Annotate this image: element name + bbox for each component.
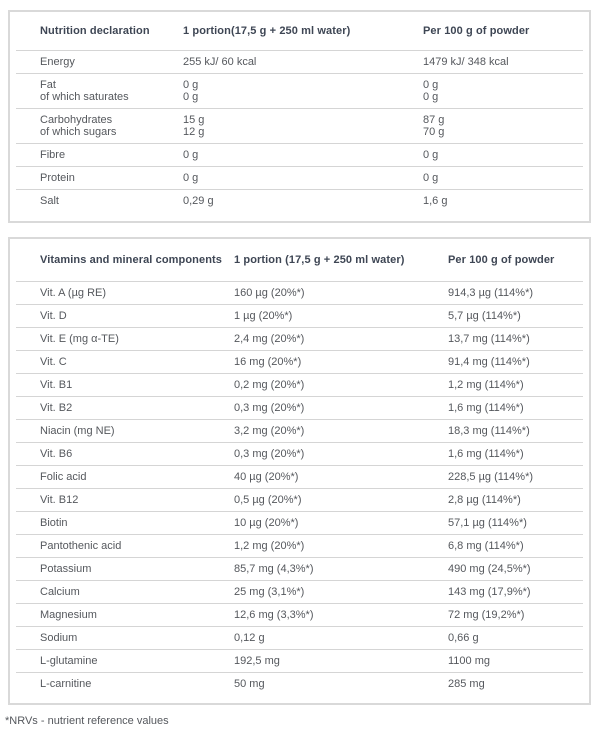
- table-row: [16, 511, 583, 534]
- row-label-line: Biotin: [40, 517, 68, 529]
- portion-value: [234, 494, 448, 506]
- row-label-line: of which saturates: [40, 91, 129, 103]
- per-100g-value: [423, 114, 583, 138]
- portion-value: [234, 609, 448, 621]
- per-100g-value-line: 285 mg: [448, 678, 485, 690]
- portion-value-line: 1,2 mg (20%*): [234, 540, 305, 552]
- table-row: [16, 419, 583, 442]
- table-header-row: [16, 12, 583, 50]
- row-label-line: Protein: [40, 172, 75, 184]
- per-100g-value: [448, 471, 583, 483]
- per-100g-value: [448, 425, 583, 437]
- row-label: [16, 310, 234, 322]
- row-label-line: of which sugars: [40, 126, 117, 138]
- row-label-line: Vit. B6: [40, 448, 73, 460]
- portion-value-line: 2,4 mg (20%*): [234, 333, 305, 345]
- per-100g-value-line: 490 mg (24,5%*): [448, 563, 531, 575]
- per-100g-value-line: 6,8 mg (114%*): [448, 540, 524, 552]
- portion-value-line: 0 g: [183, 172, 199, 184]
- row-label: [16, 678, 234, 690]
- portion-value-line: 85,7 mg (4,3%*): [234, 563, 314, 575]
- portion-value: [234, 586, 448, 598]
- per-100g-value-line: 87 g: [423, 114, 445, 126]
- portion-value: [234, 448, 448, 460]
- portion-value-line: 10 µg (20%*): [234, 517, 299, 529]
- per-100g-value: [423, 172, 583, 184]
- table-row: [16, 304, 583, 327]
- table-row: [16, 50, 583, 73]
- table-row: [16, 465, 583, 488]
- row-label: [16, 448, 234, 460]
- portion-value: [183, 79, 423, 103]
- row-label: [16, 563, 234, 575]
- row-label-line: Pantothenic acid: [40, 540, 122, 552]
- portion-value: [234, 655, 448, 667]
- portion-value: [183, 114, 423, 138]
- portion-value: [234, 517, 448, 529]
- table-row: [16, 488, 583, 511]
- table-row: [16, 189, 583, 212]
- column-header-per-100g: Per 100 g of powder: [448, 254, 555, 266]
- row-label-line: Vit. A (µg RE): [40, 287, 107, 299]
- row-label: [16, 333, 234, 345]
- portion-value: [234, 287, 448, 299]
- table-row: [16, 143, 583, 166]
- per-100g-value-line: 91,4 mg (114%*): [448, 356, 530, 368]
- row-label: [16, 632, 234, 644]
- per-100g-value-line: 1,6 mg (114%*): [448, 448, 524, 460]
- portion-value-line: 15 g: [183, 114, 205, 126]
- per-100g-value: [448, 563, 583, 575]
- row-label: [16, 425, 234, 437]
- column-header-nutrition-declaration: Nutrition declaration: [40, 25, 150, 37]
- nrv-footnote: *NRVs - nutrient reference values: [5, 715, 169, 727]
- row-label-line: Energy: [40, 56, 75, 68]
- per-100g-value: [423, 56, 583, 68]
- portion-value: [183, 195, 423, 207]
- portion-value-line: 50 mg: [234, 678, 265, 690]
- per-100g-value: [448, 586, 583, 598]
- per-100g-value-line: 1,6 g: [423, 195, 448, 207]
- portion-value-line: 3,2 mg (20%*): [234, 425, 305, 437]
- portion-value-line: 0,12 g: [234, 632, 265, 644]
- row-label: [16, 195, 183, 207]
- per-100g-value: [423, 149, 583, 161]
- portion-value: [234, 563, 448, 575]
- row-label-line: Fat: [40, 79, 56, 91]
- portion-value-line: 0 g: [183, 91, 199, 103]
- portion-value: [234, 471, 448, 483]
- table-row: [16, 534, 583, 557]
- per-100g-value: [448, 333, 583, 345]
- row-label: [16, 114, 183, 138]
- portion-value: [234, 333, 448, 345]
- nutrition-table-body: [16, 50, 583, 212]
- per-100g-value-line: 1,6 mg (114%*): [448, 402, 524, 414]
- row-label-line: Magnesium: [40, 609, 97, 621]
- portion-value-line: 40 µg (20%*): [234, 471, 299, 483]
- portion-value-line: 0 g: [183, 79, 199, 91]
- nutrition-declaration-table: [8, 10, 591, 223]
- row-label-line: Vit. B12: [40, 494, 79, 506]
- portion-value-line: 12 g: [183, 126, 205, 138]
- row-label-line: Vit. B2: [40, 402, 73, 414]
- per-100g-value: [448, 310, 583, 322]
- per-100g-value-line: 70 g: [423, 126, 445, 138]
- portion-value-line: 1 µg (20%*): [234, 310, 293, 322]
- portion-value: [234, 678, 448, 690]
- portion-value-line: 16 mg (20%*): [234, 356, 302, 368]
- per-100g-value-line: 13,7 mg (114%*): [448, 333, 530, 345]
- per-100g-value: [448, 517, 583, 529]
- row-label-line: Vit. E (mg α-TE): [40, 333, 119, 345]
- table-row: [16, 442, 583, 465]
- row-label-line: Vit. B1: [40, 379, 73, 391]
- portion-value: [234, 402, 448, 414]
- per-100g-value: [448, 402, 583, 414]
- portion-value-line: 25 mg (3,1%*): [234, 586, 305, 598]
- row-label-line: Vit. C: [40, 356, 67, 368]
- per-100g-value-line: 1100 mg: [448, 655, 490, 667]
- table-row: [16, 626, 583, 649]
- per-100g-value-line: 5,7 µg (114%*): [448, 310, 521, 322]
- row-label: [16, 356, 234, 368]
- portion-value: [234, 632, 448, 644]
- row-label: [16, 655, 234, 667]
- row-label: [16, 172, 183, 184]
- row-label: [16, 402, 234, 414]
- portion-value-line: 0,2 mg (20%*): [234, 379, 305, 391]
- table-row: [16, 327, 583, 350]
- portion-value-line: 0,3 mg (20%*): [234, 402, 305, 414]
- row-label-line: Fibre: [40, 149, 66, 161]
- row-label: [16, 471, 234, 483]
- table-row: [16, 73, 583, 108]
- row-label-line: Folic acid: [40, 471, 87, 483]
- row-label: [16, 379, 234, 391]
- per-100g-value-line: 228,5 µg (114%*): [448, 471, 534, 483]
- portion-value: [234, 310, 448, 322]
- per-100g-value-line: 2,8 µg (114%*): [448, 494, 521, 506]
- per-100g-value-line: 1479 kJ/ 348 kcal: [423, 56, 509, 68]
- row-label: [16, 494, 234, 506]
- column-header-vitamins-minerals: Vitamins and mineral components: [40, 254, 222, 266]
- per-100g-value: [448, 609, 583, 621]
- table-row: [16, 281, 583, 304]
- per-100g-value: [448, 678, 583, 690]
- row-label-line: Sodium: [40, 632, 78, 644]
- row-label-line: L-glutamine: [40, 655, 98, 667]
- per-100g-value: [423, 79, 583, 103]
- column-header-portion: 1 portion(17,5 g + 250 ml water): [183, 25, 351, 37]
- per-100g-value-line: 143 mg (17,9%*): [448, 586, 531, 598]
- per-100g-value-line: 72 mg (19,2%*): [448, 609, 525, 621]
- portion-value: [183, 172, 423, 184]
- per-100g-value: [423, 195, 583, 207]
- row-label: [16, 609, 234, 621]
- table-row: [16, 350, 583, 373]
- table-row: [16, 373, 583, 396]
- row-label-line: Salt: [40, 195, 59, 207]
- table-header-row: [16, 239, 583, 281]
- row-label: [16, 79, 183, 103]
- portion-value-line: 0,29 g: [183, 195, 214, 207]
- table-row: [16, 672, 583, 695]
- row-label-line: Potassium: [40, 563, 92, 575]
- vitamins-table-body: [16, 281, 583, 695]
- per-100g-value: [448, 448, 583, 460]
- per-100g-value-line: 0 g: [423, 172, 439, 184]
- row-label: [16, 287, 234, 299]
- per-100g-value: [448, 287, 583, 299]
- row-label: [16, 56, 183, 68]
- portion-value-line: 192,5 mg: [234, 655, 280, 667]
- portion-value: [234, 379, 448, 391]
- per-100g-value: [448, 356, 583, 368]
- row-label-line: Niacin (mg NE): [40, 425, 115, 437]
- table-row: [16, 108, 583, 143]
- vitamins-minerals-table: [8, 237, 591, 705]
- row-label-line: Carbohydrates: [40, 114, 113, 126]
- row-label: [16, 517, 234, 529]
- row-label: [16, 149, 183, 161]
- per-100g-value-line: 18,3 mg (114%*): [448, 425, 530, 437]
- portion-value-line: 0,3 mg (20%*): [234, 448, 305, 460]
- column-header-per-100g: Per 100 g of powder: [423, 25, 530, 37]
- row-label-line: Calcium: [40, 586, 80, 598]
- per-100g-value-line: 914,3 µg (114%*): [448, 287, 534, 299]
- row-label: [16, 540, 234, 552]
- portion-value: [234, 356, 448, 368]
- portion-value-line: 12,6 mg (3,3%*): [234, 609, 314, 621]
- portion-value: [183, 56, 423, 68]
- per-100g-value-line: 57,1 µg (114%*): [448, 517, 527, 529]
- portion-value: [183, 149, 423, 161]
- portion-value-line: 0,5 µg (20%*): [234, 494, 302, 506]
- table-row: [16, 603, 583, 626]
- per-100g-value-line: 0 g: [423, 91, 439, 103]
- table-row: [16, 649, 583, 672]
- per-100g-value: [448, 540, 583, 552]
- portion-value: [234, 540, 448, 552]
- portion-value-line: 0 g: [183, 149, 199, 161]
- per-100g-value-line: 0,66 g: [448, 632, 479, 644]
- column-header-portion: 1 portion (17,5 g + 250 ml water): [234, 254, 405, 266]
- portion-value-line: 160 µg (20%*): [234, 287, 305, 299]
- table-row: [16, 396, 583, 419]
- portion-value-line: 255 kJ/ 60 kcal: [183, 56, 257, 68]
- portion-value: [234, 425, 448, 437]
- table-row: [16, 557, 583, 580]
- per-100g-value: [448, 632, 583, 644]
- table-row: [16, 580, 583, 603]
- per-100g-value-line: 0 g: [423, 149, 439, 161]
- row-label: [16, 586, 234, 598]
- per-100g-value-line: 1,2 mg (114%*): [448, 379, 524, 391]
- row-label-line: L-carnitine: [40, 678, 92, 690]
- per-100g-value-line: 0 g: [423, 79, 439, 91]
- per-100g-value: [448, 655, 583, 667]
- row-label-line: Vit. D: [40, 310, 67, 322]
- per-100g-value: [448, 379, 583, 391]
- table-row: [16, 166, 583, 189]
- per-100g-value: [448, 494, 583, 506]
